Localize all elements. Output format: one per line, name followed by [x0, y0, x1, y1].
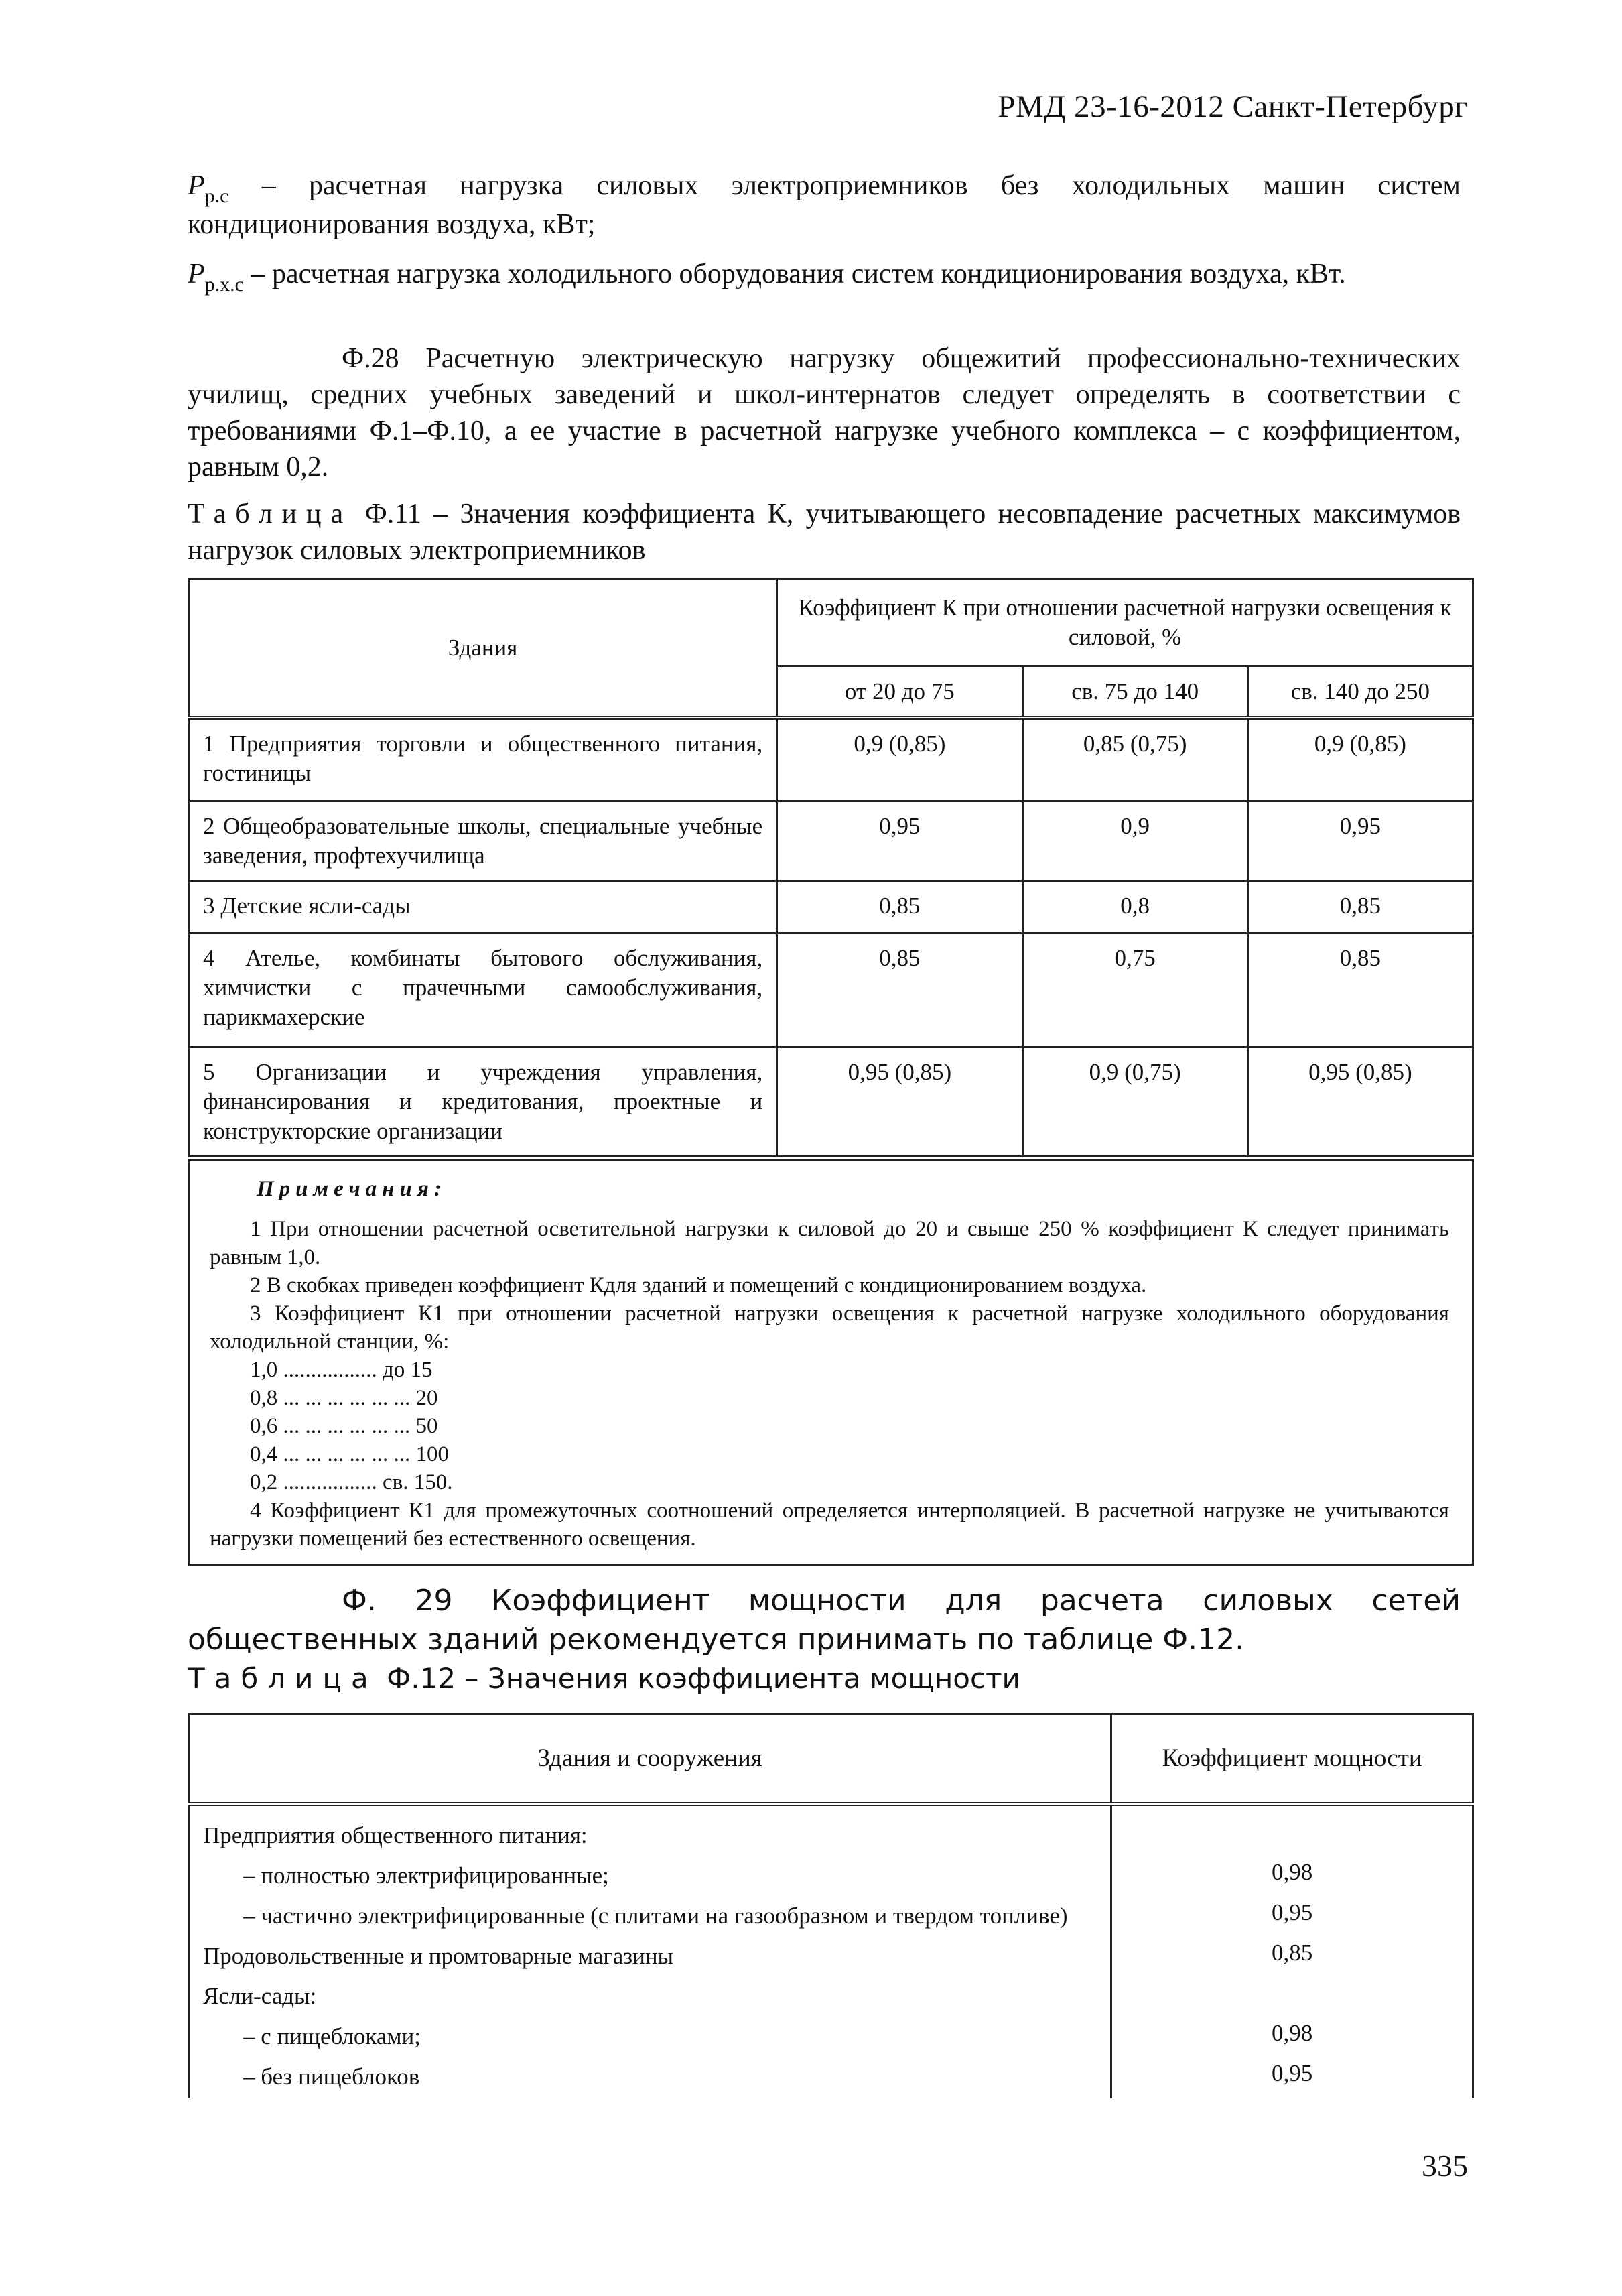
row-value: 0,95 [777, 801, 1022, 881]
row-name: 3 Детские ясли-сады [189, 881, 777, 933]
row-name: – полностью электрифицированные; [189, 1857, 1111, 1897]
subscript: р.х.с [204, 273, 244, 296]
definition-prxs [188, 256, 1461, 295]
row-name: 2 Общеобразовательные школы, специальные учебные заведения, профтехучилища [189, 801, 777, 881]
table-row [189, 2018, 1473, 2058]
row-name: – с пищеблоками; [189, 2018, 1111, 2058]
row-value: 0,95 (0,85) [1247, 1047, 1473, 1156]
symbol: P [188, 170, 205, 201]
row-value: 0,9 (0,85) [1247, 718, 1473, 801]
row-value: 0,95 (0,85) [777, 1047, 1022, 1156]
row-value [1111, 1978, 1473, 2018]
table-f11 [188, 578, 1474, 1157]
row-name: 4 Ателье, комбинаты бытового обслуживания, химчистки с прачечными самообслуживания, парикмахерские [189, 933, 777, 1047]
row-value: 0,98 [1111, 1857, 1473, 1897]
col-header-building: Здания и сооружения [189, 1714, 1111, 1805]
definition-prs [188, 168, 1461, 243]
note-3-item: 0,4 ... ... ... ... ... ... 100 [250, 1442, 449, 1466]
table-notes [188, 1159, 1474, 1566]
row-value: 0,95 [1111, 2058, 1473, 2098]
row-name: – частично электрифицированные (с плитами на газообразном и твердом топливе) [189, 1897, 1111, 1937]
table-row [189, 2058, 1473, 2098]
caption-label: Таблица [188, 1662, 378, 1695]
table-row [189, 801, 1473, 881]
symbol: P [188, 259, 205, 290]
caption-label: Таблица [188, 499, 353, 529]
table-row [189, 1978, 1473, 2018]
page-number: 335 [1422, 2149, 1468, 2183]
table-row [189, 1047, 1473, 1156]
table-row [189, 933, 1473, 1047]
note-3-item: 0,8 ... ... ... ... ... ... 20 [250, 1386, 438, 1410]
row-value: 0,85 [777, 881, 1022, 933]
row-value: 0,85 (0,75) [1022, 718, 1247, 801]
row-value: 0,98 [1111, 2018, 1473, 2058]
table-row [189, 1897, 1473, 1937]
notes-title: Примечания: [257, 1177, 447, 1201]
table-row [189, 1857, 1473, 1897]
table-row [189, 718, 1473, 801]
col-header-coefficient: Коэффициент мощности [1111, 1714, 1473, 1805]
col-header-building: Здания [189, 579, 777, 718]
table-row [189, 1804, 1473, 1857]
note-2: 2 В скобках приведен коэффициент Кдля зданий и помещений с кондиционированием воздуха. [250, 1273, 1147, 1297]
row-value: 0,9 (0,85) [777, 718, 1022, 801]
running-header: РМД 23-16-2012 Санкт-Петербург [998, 89, 1468, 124]
row-value: 0,85 [1247, 881, 1473, 933]
row-value: 0,75 [1022, 933, 1247, 1047]
paragraph-f29: Ф. 29 Коэффициент мощности для расчета силовых сетей общественных зданий рекомендуется принимать по таблице Ф.12. [188, 1584, 1461, 1657]
row-name: – без пищеблоков [189, 2058, 1111, 2098]
subcol-header: св. 140 до 250 [1247, 667, 1473, 718]
table12-caption [188, 1661, 1461, 1697]
note-3-item: 0,6 ... ... ... ... ... ... 50 [250, 1414, 438, 1438]
row-value: 0,9 [1022, 801, 1247, 881]
paragraph-f28: Ф.28 Расчетную электрическую нагрузку общежитий профессионально-технических училищ, средних учебных заведений и школ-интернатов следует определять в соответствии с требованиями Ф.1–Ф.10, а ее участие в расчетной нагрузке учебного комплекса – с коэффициентом, равным 0,2. [188, 343, 1461, 483]
caption-text: Ф.12 – Значения коэффициента мощности [387, 1662, 1020, 1695]
note-1: 1 При отношении расчетной осветительной нагрузки к силовой до 20 и свыше 250 % коэффициент К следует принимать равным 1,0. [210, 1217, 1449, 1269]
table-f12 [188, 1713, 1474, 2098]
table-row [189, 1937, 1473, 1978]
row-value: 0,95 [1247, 801, 1473, 881]
note-3-item: 1,0 ................. до 15 [250, 1358, 433, 1382]
row-value: 0,85 [777, 933, 1022, 1047]
caption-text: Ф.11 – Значения коэффициента К, учитывающего несовпадение расчетных максимумов нагрузок силовых электроприемников [188, 499, 1461, 566]
row-value: 0,95 [1111, 1897, 1473, 1937]
definition-text: – расчетная нагрузка холодильного оборудования систем кондиционирования воздуха, кВт. [251, 259, 1346, 290]
note-3: 3 Коэффициент К1 при отношении расчетной нагрузки освещения к расчетной нагрузке холодильного оборудования холодильной станции, %: [210, 1301, 1449, 1354]
note-3-item: 0,2 ................. св. 150. [250, 1470, 453, 1494]
col-header-coefficient: Коэффициент К при отношении расчетной нагрузки освещения к силовой, % [777, 579, 1473, 667]
definition-text: – расчетная нагрузка силовых электроприемников без холодильных машин систем кондиционирования воздуха, кВт; [188, 170, 1461, 240]
row-value: 0,85 [1111, 1937, 1473, 1978]
row-name: 5 Организации и учреждения управления, финансирования и кредитования, проектные и конструкторские организации [189, 1047, 777, 1156]
note-4: 4 Коэффициент К1 для промежуточных соотношений определяется интерполяцией. В расчетной нагрузке не учитываются нагрузки помещений без естественного освещения. [210, 1498, 1449, 1551]
row-name: Продовольственные и промтоварные магазины [189, 1937, 1111, 1978]
row-value: 0,85 [1247, 933, 1473, 1047]
table-row [189, 881, 1473, 933]
row-name: 1 Предприятия торговли и общественного питания, гостиницы [189, 718, 777, 801]
row-value [1111, 1804, 1473, 1857]
row-value: 0,8 [1022, 881, 1247, 933]
subcol-header: св. 75 до 140 [1022, 667, 1247, 718]
row-name: Ясли-сады: [189, 1978, 1111, 2018]
table11-caption [188, 496, 1461, 568]
row-value: 0,9 (0,75) [1022, 1047, 1247, 1156]
subcol-header: от 20 до 75 [777, 667, 1022, 718]
subscript: р.с [204, 185, 229, 207]
table-header-row [189, 1714, 1473, 1805]
row-name: Предприятия общественного питания: [189, 1804, 1111, 1857]
